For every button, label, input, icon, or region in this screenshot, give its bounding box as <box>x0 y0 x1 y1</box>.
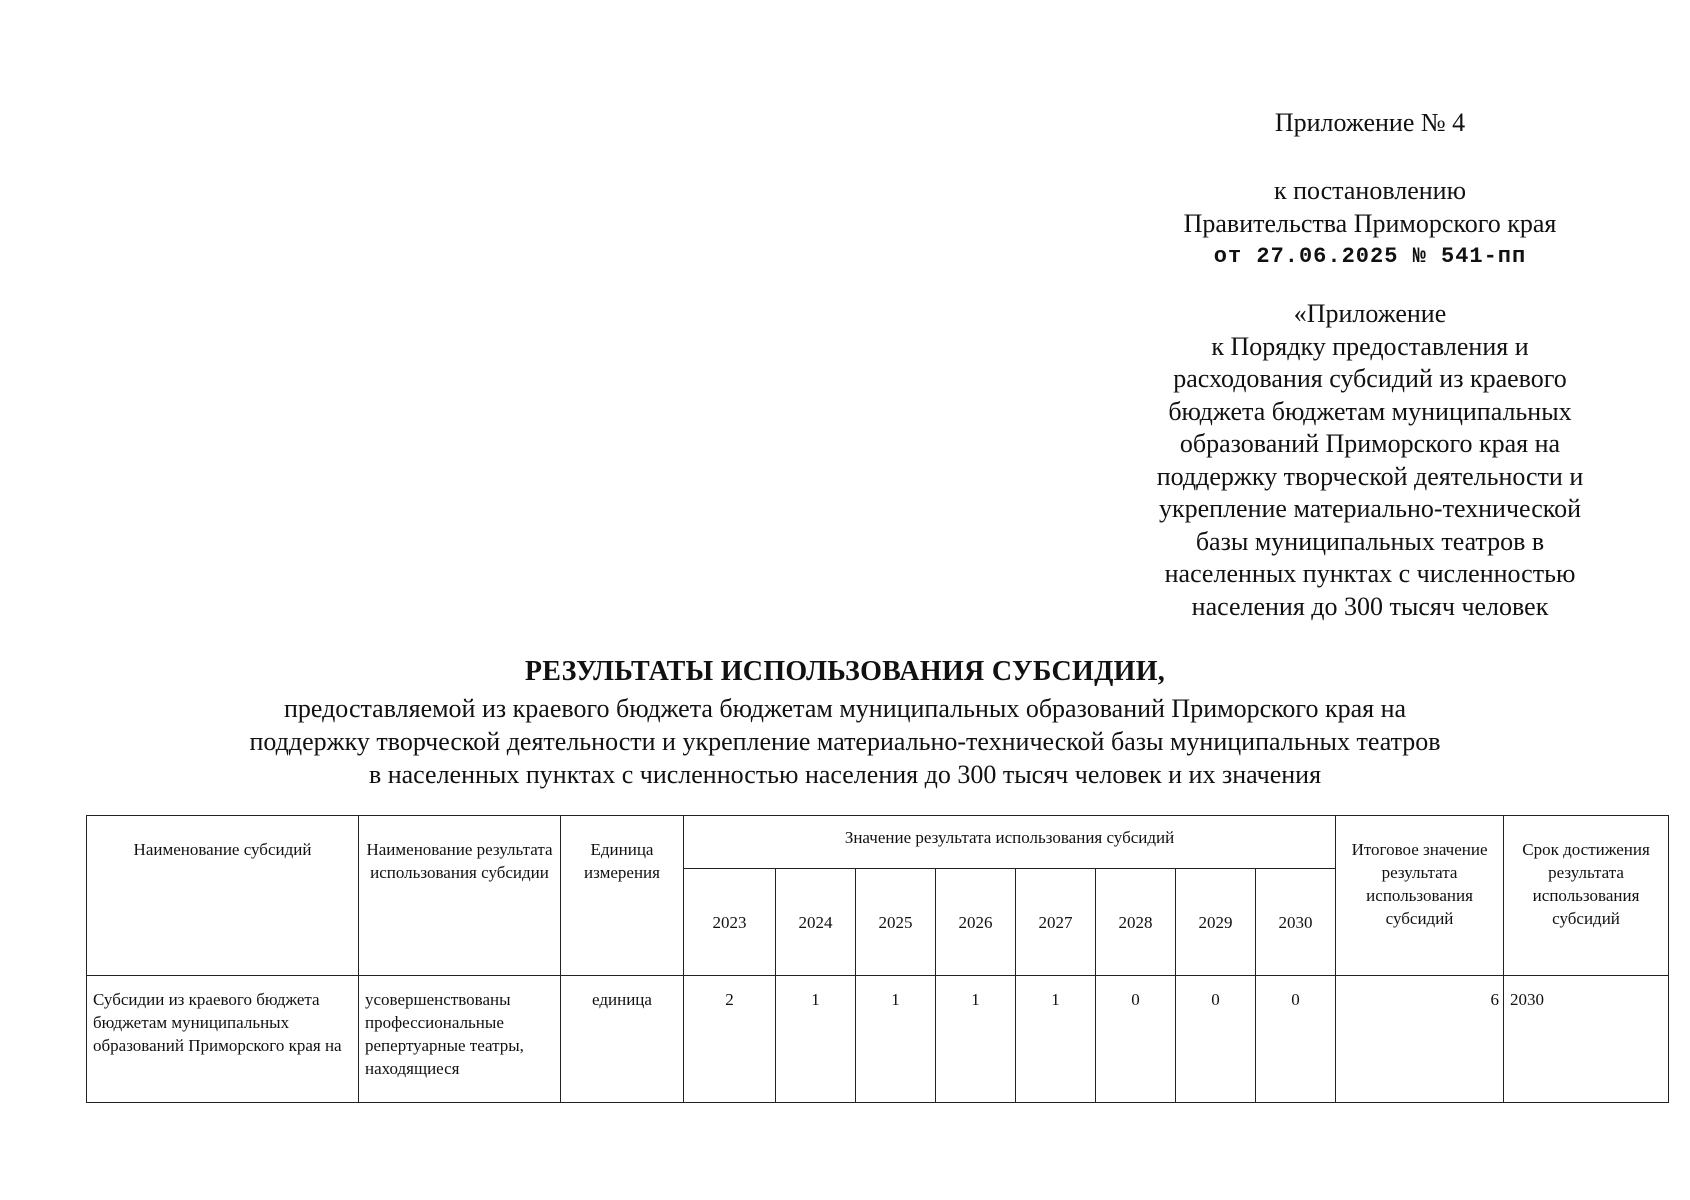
cell-deadline: 2030 <box>1504 976 1669 1103</box>
order-line: образований Приморского края на <box>1179 429 1561 458</box>
cell-result-name: усовершенствованы профессиональные репертуарные театры, находящиеся <box>359 976 561 1103</box>
order-line: расходования субсидий из краевого <box>1173 364 1567 393</box>
cell-total: 6 <box>1336 976 1504 1103</box>
cell-unit: единица <box>561 976 684 1103</box>
cell-year-value: 0 <box>1256 976 1336 1103</box>
cell-year-value: 1 <box>936 976 1016 1103</box>
header-year: 2029 <box>1176 869 1256 976</box>
appendix-number: Приложение № 4 <box>1274 108 1466 137</box>
results-table <box>86 815 1669 1103</box>
header-total: Итоговое значение результата использования субсидий <box>1336 816 1504 976</box>
cell-year-value: 1 <box>1016 976 1096 1103</box>
cell-year-value: 2 <box>684 976 776 1103</box>
order-line: населения до 300 тысяч человек <box>1191 591 1549 621</box>
header-year: 2026 <box>936 869 1016 976</box>
order-line: «Приложение <box>1293 299 1447 328</box>
order-line: поддержку творческой деятельности и <box>1156 461 1584 491</box>
cell-year-value: 0 <box>1176 976 1256 1103</box>
header-year: 2028 <box>1096 869 1176 976</box>
order-line: бюджета бюджетам муниципальных <box>1168 396 1572 426</box>
header-year: 2027 <box>1016 869 1096 976</box>
decree-reference-line: к постановлению <box>1273 176 1467 205</box>
header-year: 2023 <box>684 869 776 976</box>
cell-year-value: 1 <box>776 976 856 1103</box>
header-values-group: Значение результата использования субсидий <box>684 816 1336 869</box>
order-line: базы муниципальных театров в <box>1195 526 1545 556</box>
decree-date-stamp: от 27.06.2025 № 541-пп <box>1213 244 1527 269</box>
header-deadline: Срок достижения результата использования субсидий <box>1504 816 1669 976</box>
table-row <box>87 976 1669 1103</box>
subtitle-line: в населенных пунктах с численностью населения до 300 тысяч человек и их значения <box>368 760 1322 789</box>
order-line: населенных пунктах с численностью <box>1164 559 1576 588</box>
order-line: к Порядку предоставления и <box>1211 331 1529 361</box>
order-appendix-reference <box>1120 298 1620 623</box>
decree-reference-line: Правительства Приморского края <box>1183 209 1557 238</box>
decree-reference <box>1120 174 1620 273</box>
document-subtitle <box>0 692 1690 791</box>
header-unit: Единица измерения <box>561 816 684 976</box>
header-year: 2024 <box>776 869 856 976</box>
cell-subsidy-name: Субсидии из краевого бюджета бюджетам муниципальных образований Приморского края на <box>87 976 359 1103</box>
header-subsidy-name: Наименование субсидий <box>87 816 359 976</box>
cell-year-value: 1 <box>856 976 936 1103</box>
cell-year-value: 0 <box>1096 976 1176 1103</box>
header-result-name: Наименование результата использования субсидии <box>359 816 561 976</box>
header-year: 2025 <box>856 869 936 976</box>
subtitle-line: поддержку творческой деятельности и укрепление материально-технической базы муниципальных театров <box>249 727 1441 756</box>
subtitle-line: предоставляемой из краевого бюджета бюджетам муниципальных образований Приморского края на <box>283 694 1407 723</box>
order-line: укрепление материально-технической <box>1158 494 1582 523</box>
document-title: РЕЗУЛЬТАТЫ ИСПОЛЬЗОВАНИЯ СУБСИДИИ, <box>524 656 1166 687</box>
header-year: 2030 <box>1256 869 1336 976</box>
